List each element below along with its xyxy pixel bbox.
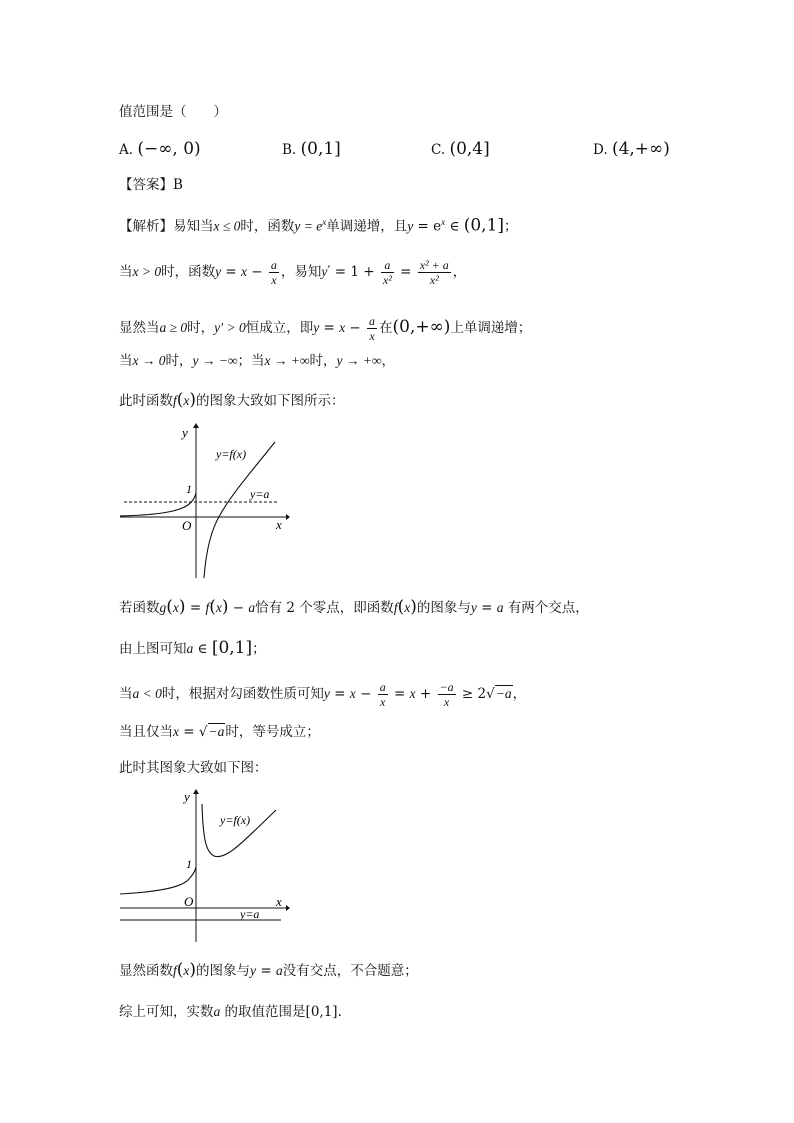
graph-1-a-label: y=a [250,487,270,501]
question-text: 值范围是（ ） [119,104,227,120]
analysis-line-4: 当x → 0时，y → −∞；当x → +∞时，y → +∞， [119,353,395,369]
analysis-line-10: 此时其图象大致如下图： [119,760,268,776]
graph-2-y-label: y [184,789,190,804]
graph-1 [116,420,291,580]
analysis-line-12: 综上可知，实数a 的取值范围是[0,1]. [119,1004,342,1020]
analysis-line-9: 当且仅当x = √−a时，等号成立； [119,724,320,740]
analysis-line-2: 当x > 0时，函数y = x − $\frac{a}{x}$ ，易知y′ = 1 + $\frac{a}{\text{x²}}$ = $\frac{\text{x² + a}}{\text{x²}}$ ， [119,258,467,287]
graph-1-one: 1 [186,482,192,496]
analysis-line-6: 若函数g(x) = f(x) − a恰有 2 个零点，即函数f(x)的图象与y = a 有两个交点， [119,597,589,617]
analysis-line-5: 此时函数f(x)的图象大致如下图所示： [119,390,345,410]
graph-2-f-label: y=f(x) [220,813,251,827]
option-c: C. (0,4] [431,139,490,159]
graph-1-y-label: y [182,425,188,440]
graph-1-origin: O [182,518,192,533]
analysis-line-8: 当a < 0时，根据对勾函数性质可知y = x − $\frac{a}{x}$ = x + $\frac{-a}{x}$ ≥ 2√−a， [119,680,527,709]
option-d: D. (4,+∞) [593,139,670,159]
analysis-line-11: 显然函数f(x)的图象与y = a没有交点，不合题意； [119,960,418,980]
analysis-line-1: 【解析】易知当x ≤ 0时，函数$y = e^x$单调递增，且$y = e^x$ ∈ (0,1]； [119,215,518,236]
graph-1-x-label: x [276,517,282,532]
graph-1-f-label: y=f(x) [216,447,247,461]
analysis-line-3: 显然当a ≥ 0时，y′ > 0恒成立，即y = x − $\frac{a}{x}$ 在(0,+∞)上单调递增； [119,314,532,343]
option-a: A. (−∞, 0) [119,139,201,159]
graph-2 [116,784,291,946]
analysis-line-7: 由上图可知a ∈ [0,1]； [119,638,266,658]
graph-2-one: 1 [186,857,192,871]
option-b: B. (0,1] [282,139,341,159]
graph-2-x-label: x [276,894,282,909]
answer: 【答案】B [119,177,183,193]
graph-2-origin: O [184,894,194,909]
graph-2-a-label: y=a [240,907,260,921]
